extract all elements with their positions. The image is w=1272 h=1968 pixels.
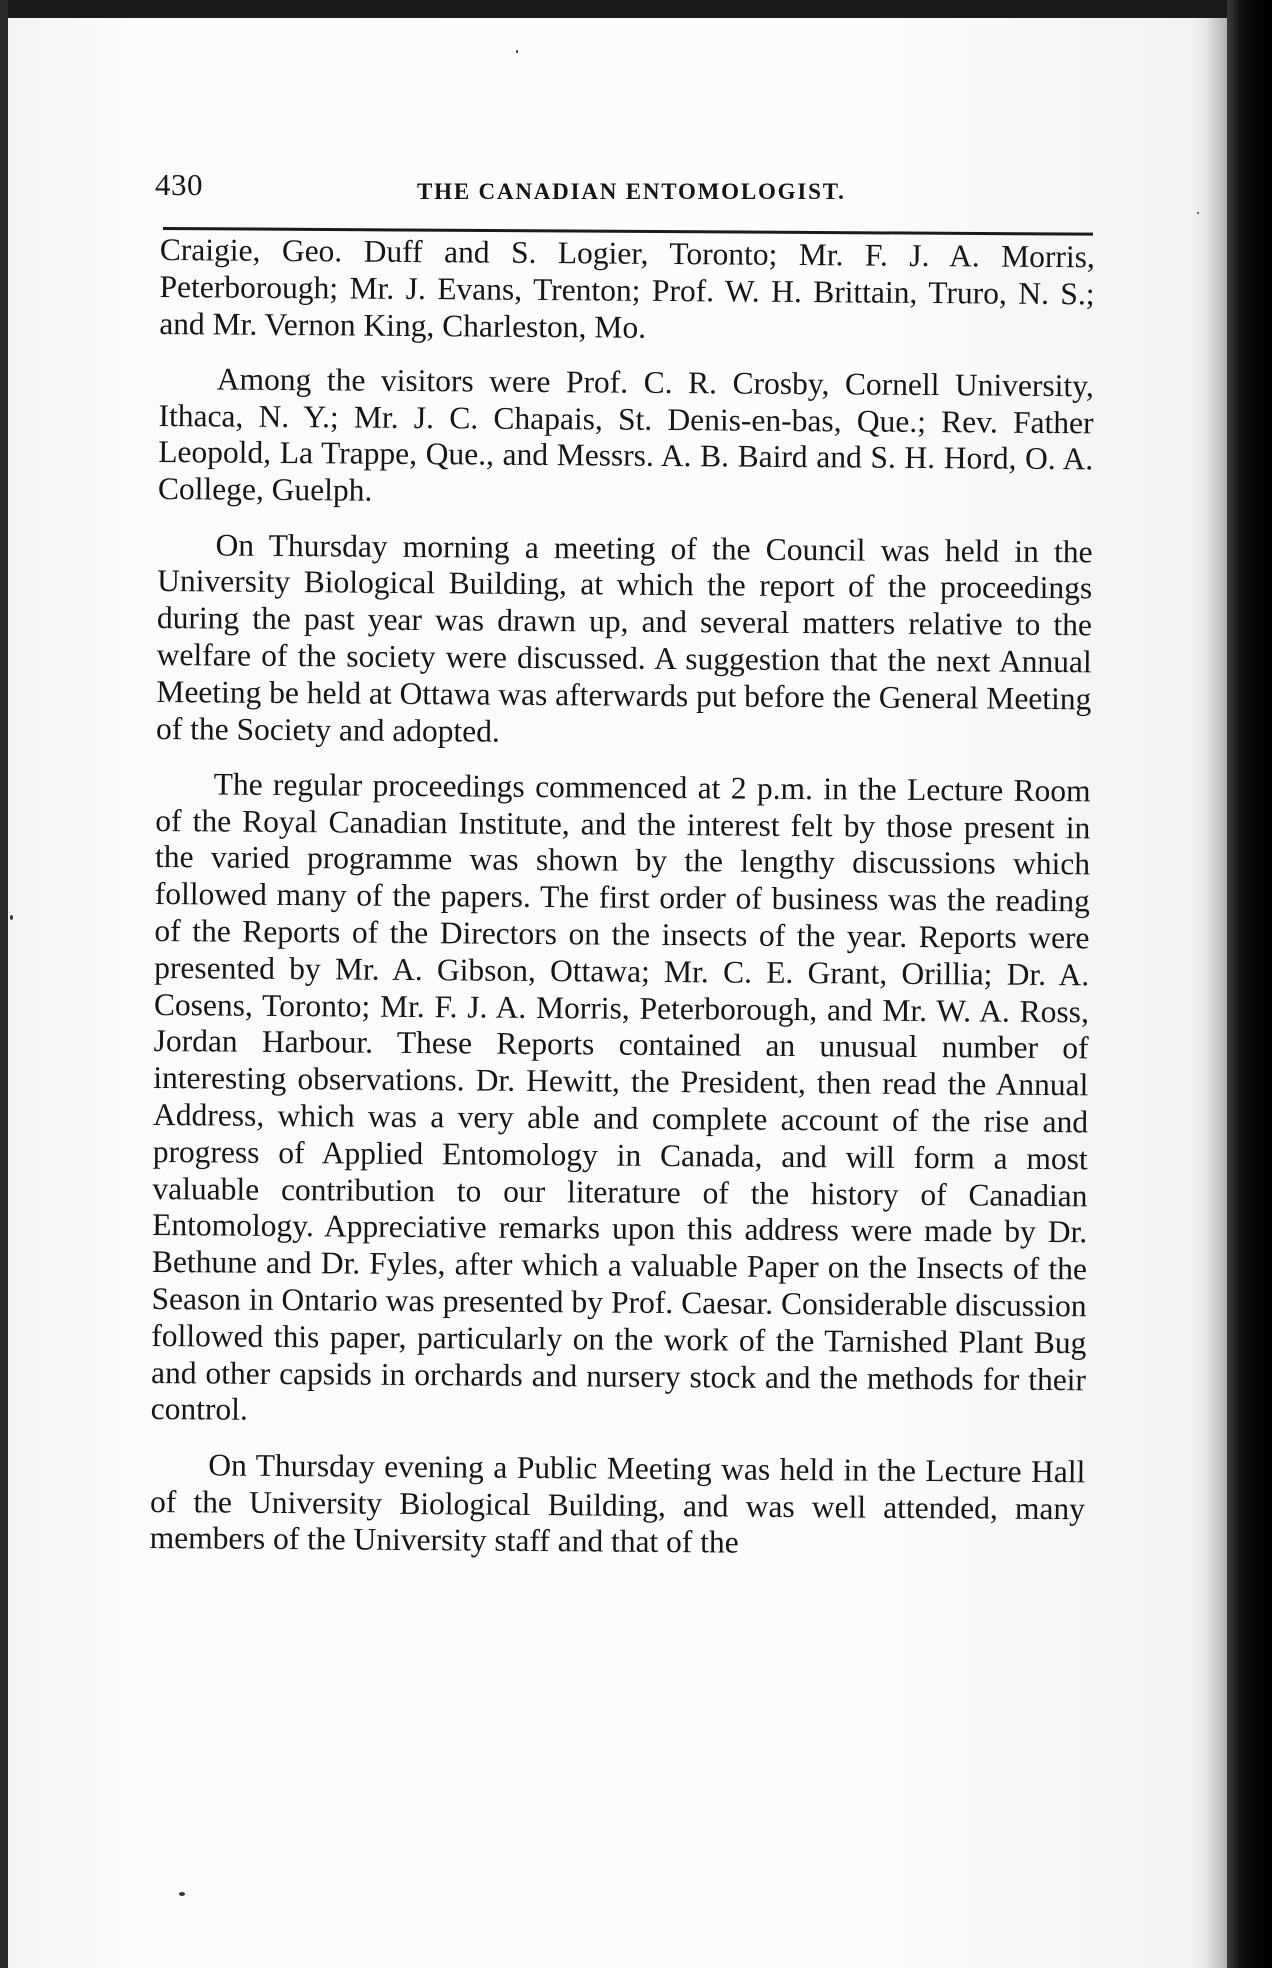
- speck: [516, 50, 518, 53]
- speck: [10, 915, 13, 920]
- body-text: [149, 232, 1095, 1583]
- page-number: 430: [155, 167, 203, 202]
- book-binding-edge: [1227, 0, 1272, 1968]
- scan-left-border: [0, 0, 8, 1968]
- paragraph-5: On Thursday evening a Public Meeting was held in the Lecture Hall of the University Biological Building, and was well attended, many members of the University staff and that of the: [149, 1447, 1086, 1560]
- paragraph-1: Craigie, Geo. Duff and S. Logier, Toronto; Mr. F. J. A. Morris, Peterborough; Mr. J. Evans, Trenton; Prof. W. H. Brittain, Truro, N. S.; and Mr. Vernon King, Charleston, Mo.: [159, 232, 1095, 345]
- paragraph-4: The regular proceedings commenced at 2 p.m. in the Lecture Room of the Royal Canadian Institute, and the interest felt by those present in the varied programme was shown by the lengthy discussions which followed many of the papers. The first order of business was the reading of the Reports of the Directors on the insects of the year. Reports were presented by Mr. A. Gibson, Ottawa; Mr. C. E. Grant, Orillia; Dr. A. Cosens, Toronto; Mr. F. J. A. Morris, Peterborough, and Mr. W. A. Ross, Jordan Harbour. These Reports contained an unusual number of interesting observations. Dr. Hewitt, the President, then read the Annual Address, which was a very able and complete account of the rise and progress of Applied Entomology in Canada, and will form a most valuable contribution to our literature of the history of Canadian Entomology. Appreciative remarks upon this address were made by Dr. Bethune and Dr. Fyles, after which a valuable Paper on the Insects of the Season in Ontario was presented by Prof. Caesar. Considerable discussion followed this paper, particularly on the work of the Tarnished Plant Bug and other capsids in orchards and nursery stock and the methods for their control.: [150, 766, 1091, 1428]
- running-header: [155, 145, 1095, 205]
- page-gutter-shadow: [1205, 18, 1227, 1968]
- paragraph-2: Among the visitors were Prof. C. R. Crosby, Cornell University, Ithaca, N. Y.; Mr. J. C. Chapais, St. Denis-en-bas, Que.; Rev. Father Leopold, La Trappe, Que., and Messrs. A. B. Baird and S. H. Hord, O. A. College, Guelph.: [157, 361, 1094, 508]
- speck: [179, 1892, 185, 1896]
- paragraph-3: On Thursday morning a meeting of the Council was held in the University Biological Building, at which the report of the proceedings during the past year was drawn up, and several matters relative to the welfare of the society were discussed. A suggestion that the next Annual Meeting be held at Ottawa was afterwards put before the General Meeting of the Society and adopted.: [155, 527, 1093, 749]
- scan-top-border: [0, 0, 1272, 18]
- speck: [1197, 212, 1199, 214]
- running-title: THE CANADIAN ENTOMOLOGIST.: [417, 179, 846, 204]
